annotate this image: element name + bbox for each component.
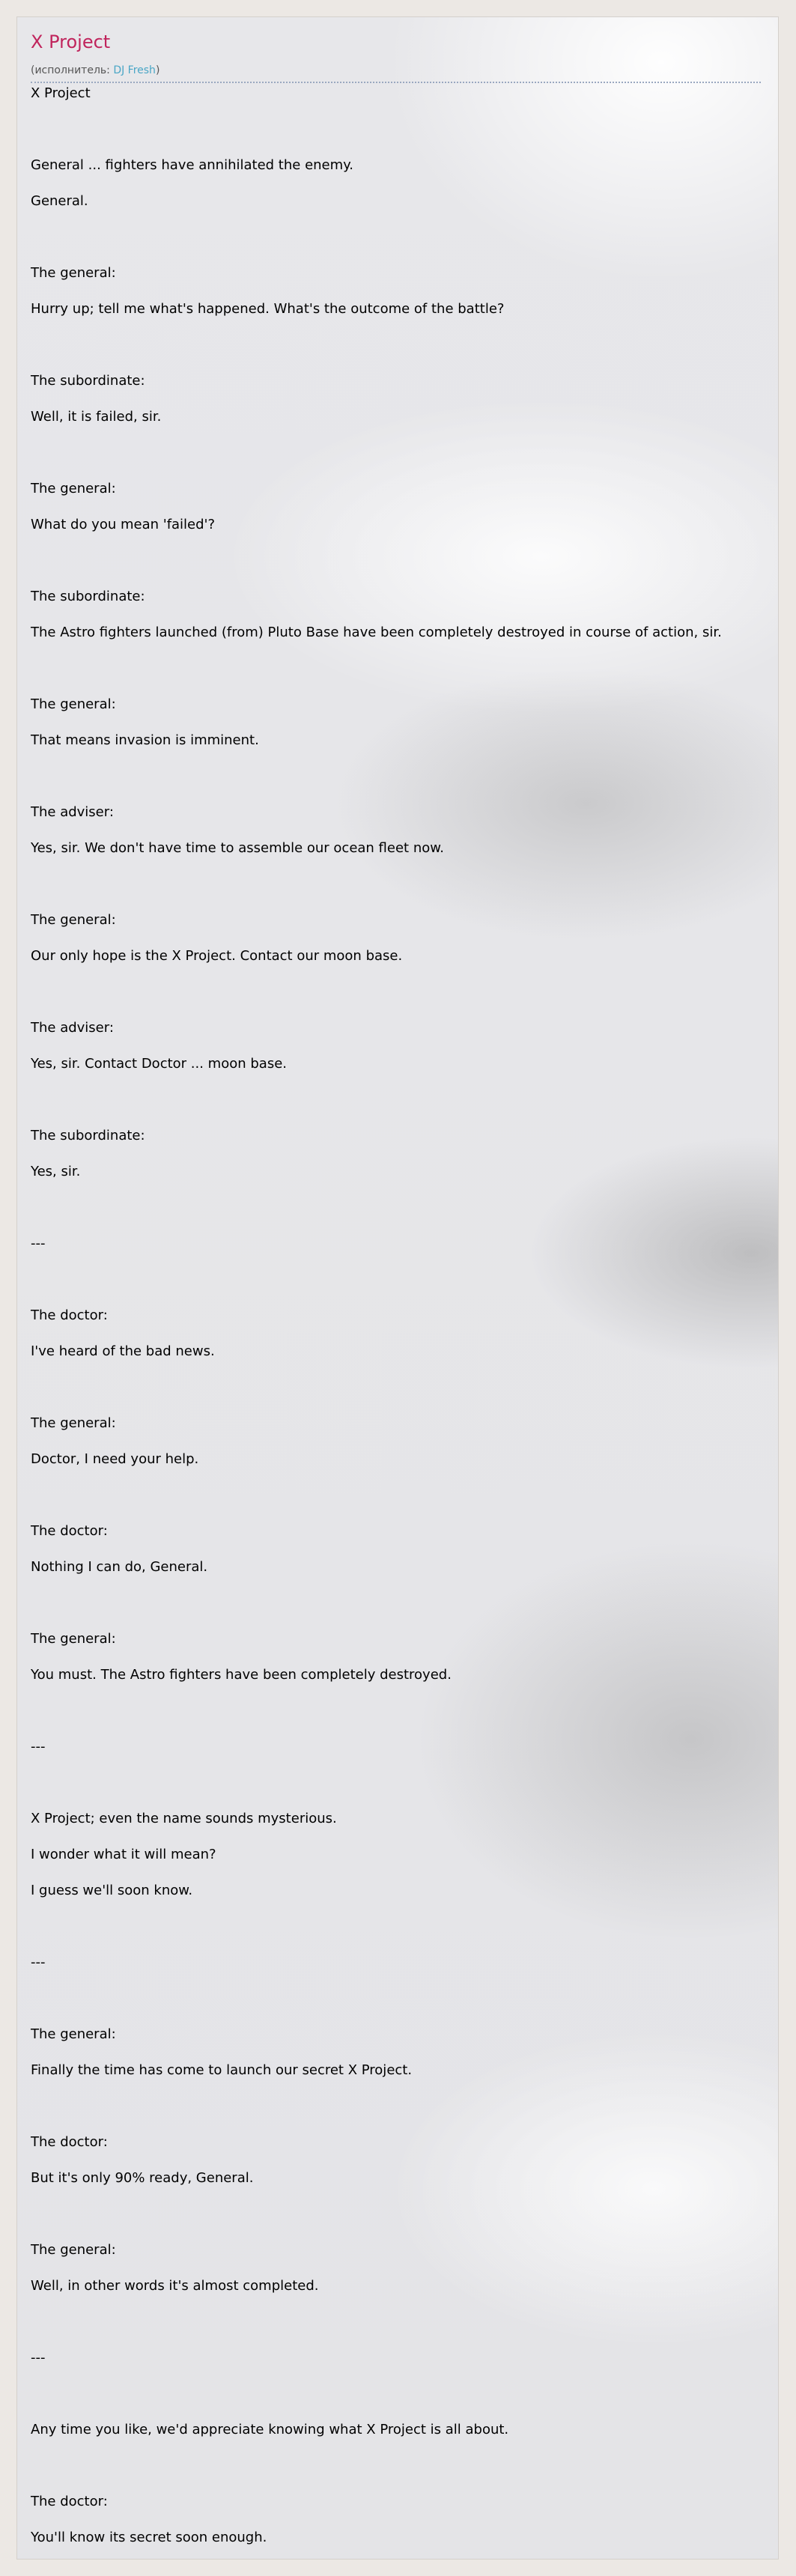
lyric-line: General.	[31, 193, 88, 209]
lyric-line: The doctor:	[31, 2134, 108, 2150]
lyric-line: The general:	[31, 912, 116, 928]
song-title: X Project	[31, 31, 111, 52]
song-header	[31, 31, 761, 83]
lyric-line: I guess we'll soon know.	[31, 1883, 193, 1898]
lyric-line: The general:	[31, 481, 116, 496]
lyric-line: The subordinate:	[31, 589, 145, 604]
lyric-line: But it's only 90% ready, General.	[31, 2170, 254, 2186]
lyric-line: The general:	[31, 696, 116, 712]
lyric-line: The doctor:	[31, 1523, 108, 1539]
lyric-line: That means invasion is imminent.	[31, 732, 259, 748]
lyric-line: General ... fighters have annihilated the enemy.	[31, 157, 353, 173]
performer-prefix: (исполнитель:	[31, 64, 114, 76]
lyric-line: What do you mean 'failed'?	[31, 517, 216, 532]
lyric-line: The general:	[31, 2242, 116, 2258]
lyric-line: Nothing I can do, General.	[31, 1559, 208, 1575]
performer-credit	[31, 64, 159, 77]
lyric-line: The doctor:	[31, 2494, 108, 2509]
lyric-line: The adviser:	[31, 1020, 114, 1036]
lyric-line: You must. The Astro fighters have been completely destroyed.	[31, 1667, 452, 1683]
lyric-line: X Project	[31, 85, 91, 101]
lyric-line: Doctor, I need your help.	[31, 1451, 199, 1467]
lyric-line: Well, in other words it's almost completed.	[31, 2278, 319, 2294]
lyric-line: The subordinate:	[31, 373, 145, 389]
lyric-separator: ---	[31, 1739, 46, 1755]
lyric-line: The general:	[31, 1631, 116, 1647]
lyric-line: Yes, sir. Contact Doctor ... moon base.	[31, 1056, 287, 1072]
lyric-line: The doctor:	[31, 1307, 108, 1323]
lyric-line: I've heard of the bad news.	[31, 1343, 215, 1359]
performer-suffix: )	[155, 64, 160, 76]
lyric-line: Hurry up; tell me what's happened. What's the outcome of the battle?	[31, 301, 505, 317]
lyric-line: You'll know its secret soon enough.	[31, 2530, 267, 2545]
lyric-line: Well, it is failed, sir.	[31, 409, 162, 425]
lyric-separator: ---	[31, 1236, 46, 1251]
lyric-line: The general:	[31, 1415, 116, 1431]
lyric-line: Yes, sir.	[31, 1164, 81, 1179]
lyric-line: The Astro fighters launched (from) Pluto Base have been completely destroyed in course of action, sir.	[31, 625, 722, 640]
lyric-line: X Project; even the name sounds mysterious.	[31, 1811, 337, 1826]
lyric-line: The adviser:	[31, 804, 114, 820]
performer-link[interactable]: DJ Fresh	[113, 64, 156, 76]
lyric-separator: ---	[31, 1954, 46, 1970]
lyric-line: The general:	[31, 265, 116, 281]
lyric-line: Yes, sir. We don't have time to assemble our ocean fleet now.	[31, 840, 445, 856]
lyric-line: The general:	[31, 2026, 116, 2042]
lyric-separator: ---	[31, 2350, 46, 2366]
lyric-line: Finally the time has come to launch our secret X Project.	[31, 2062, 413, 2078]
lyric-line: The subordinate:	[31, 1128, 145, 1143]
lyrics-page	[16, 16, 779, 2560]
lyric-line: I wonder what it will mean?	[31, 1847, 216, 1862]
lyric-line: Any time you like, we'd appreciate knowing what X Project is all about.	[31, 2422, 509, 2437]
lyric-line: Our only hope is the X Project. Contact our moon base.	[31, 948, 403, 964]
